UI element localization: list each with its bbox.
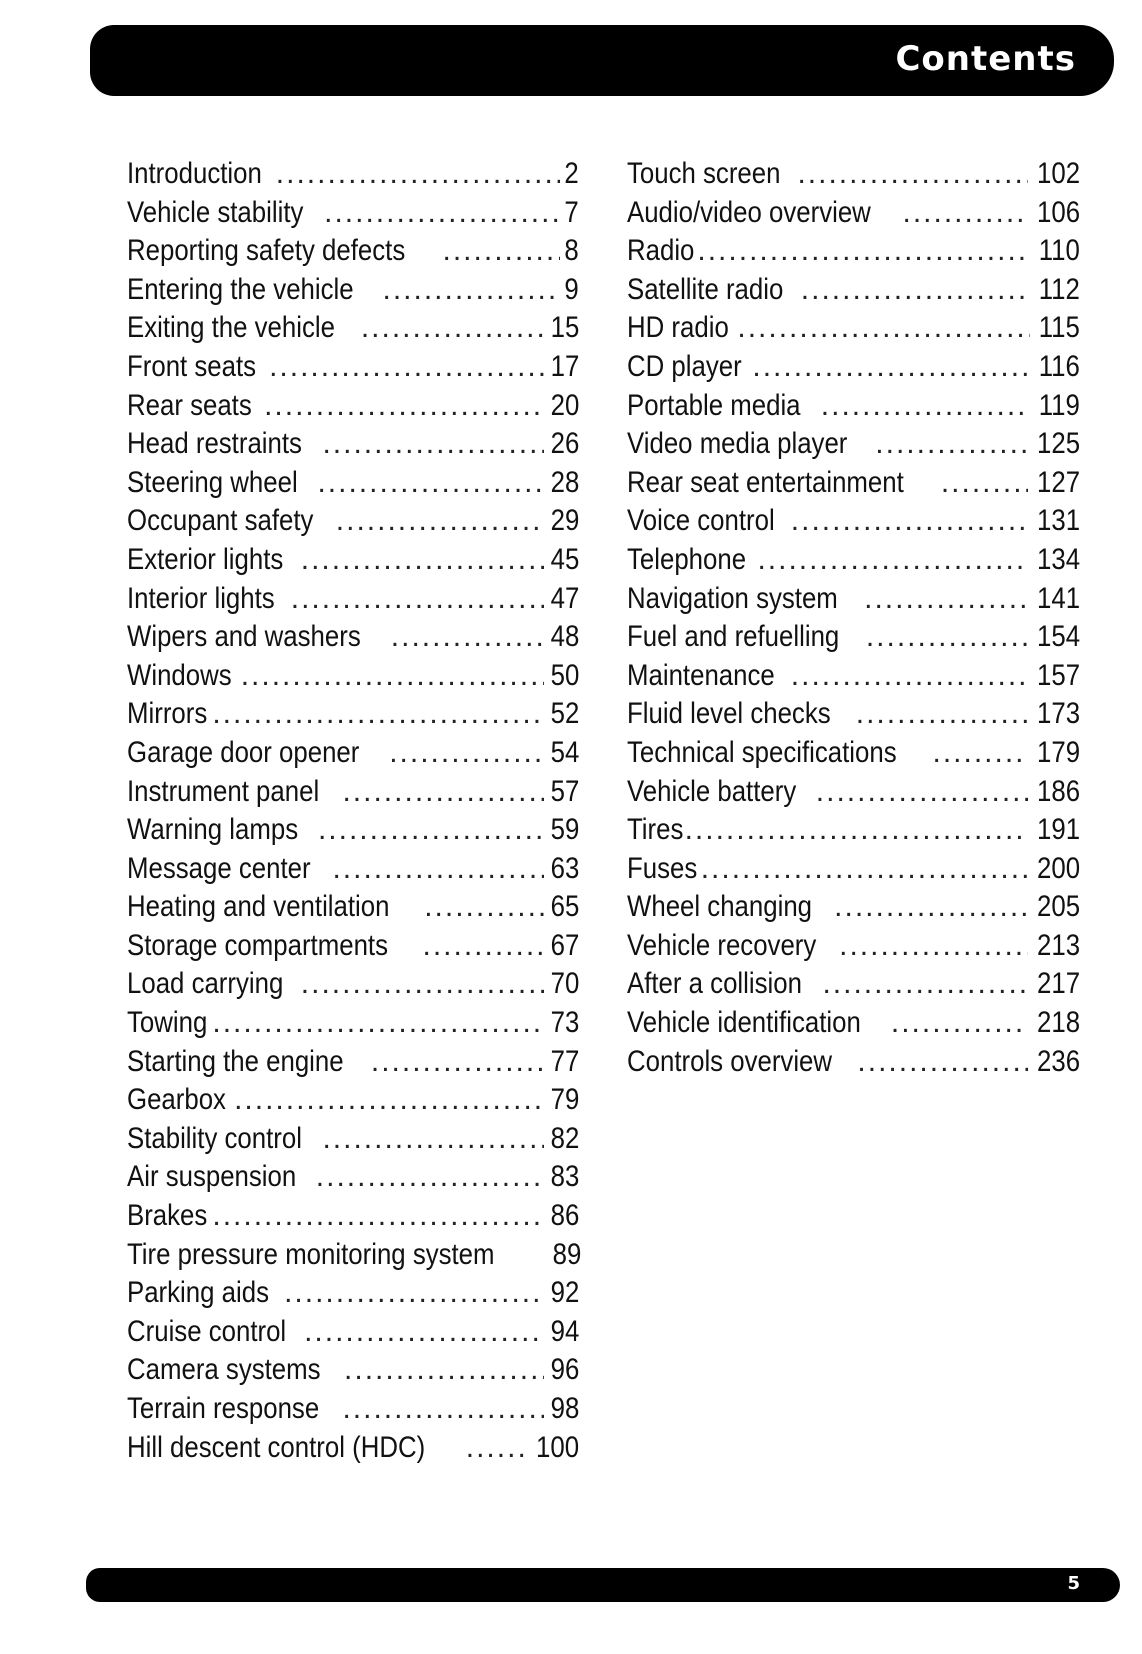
- toc-entry-title: Audio/video overview: [627, 195, 871, 229]
- toc-entry-title: Rear seat entertainment: [627, 465, 904, 499]
- toc-entry-page: 17: [550, 349, 579, 383]
- toc-dot-leader: [933, 736, 1028, 770]
- toc-entry-page: 26: [550, 427, 579, 461]
- page-title: Contents: [895, 39, 1076, 79]
- toc-dot-leader: [822, 967, 1028, 1001]
- toc-dot-leader: [324, 196, 560, 230]
- toc-entry[interactable]: [627, 466, 1080, 505]
- toc-entry-page: 115: [1038, 311, 1080, 345]
- toc-dot-leader: [344, 1353, 544, 1387]
- toc-entry-title: Instrument panel: [127, 774, 320, 808]
- toc-entry-title: Fuel and refuelling: [627, 620, 840, 654]
- toc-entry[interactable]: [627, 273, 1080, 312]
- toc-entry[interactable]: [127, 427, 579, 466]
- toc-entry-title: Vehicle stability: [127, 195, 304, 229]
- toc-entry-page: 79: [550, 1083, 579, 1117]
- toc-entry-title: After a collision: [627, 967, 802, 1001]
- toc-entry-title: Load carrying: [127, 967, 284, 1001]
- toc-entry-title: Video media player: [627, 427, 848, 461]
- toc-entry-title: Camera systems: [127, 1353, 321, 1387]
- toc-entry-title: Fuses: [627, 851, 698, 885]
- toc-entry-page: 106: [1036, 195, 1080, 229]
- toc-entry-title: Message center: [127, 851, 311, 885]
- toc-entry-title: Vehicle identification: [627, 1006, 861, 1040]
- toc-entry-page: 15: [550, 311, 579, 345]
- toc-dot-leader: [685, 813, 1028, 847]
- toc-entry-title: Terrain response: [127, 1392, 320, 1425]
- toc-entry-title: Navigation system: [627, 581, 838, 615]
- toc-entry-page: 65: [550, 890, 579, 924]
- toc-entry[interactable]: [127, 1160, 579, 1199]
- toc-entry[interactable]: [127, 929, 579, 968]
- toc-dot-leader: [212, 697, 543, 731]
- toc-entry-title: Interior lights: [127, 581, 275, 615]
- toc-entry[interactable]: [127, 1431, 579, 1470]
- toc-dot-leader: [866, 620, 1028, 654]
- toc-dot-leader: [212, 1006, 543, 1040]
- toc-entry-page: 236: [1036, 1044, 1080, 1078]
- toc-entry-title: Brakes: [127, 1199, 208, 1233]
- toc-entry-title: Maintenance: [627, 658, 775, 692]
- toc-entry[interactable]: [627, 852, 1080, 891]
- toc-entry-page: 96: [550, 1353, 579, 1387]
- toc-dot-leader: [791, 659, 1028, 693]
- toc-dot-leader: [422, 929, 543, 963]
- toc-entry-title: Heating and ventilation: [127, 890, 390, 924]
- toc-entry-title: Portable media: [627, 388, 801, 422]
- toc-dot-leader: [304, 1315, 544, 1349]
- toc-entry-title: Voice control: [627, 504, 775, 538]
- toc-entry-page: 173: [1036, 697, 1080, 731]
- toc-dot-leader: [301, 543, 544, 577]
- toc-dot-leader: [342, 775, 543, 809]
- toc-column-left: [127, 157, 582, 1469]
- toc-entry-page: 94: [550, 1314, 579, 1348]
- toc-dot-leader: [361, 311, 544, 345]
- toc-entry[interactable]: [127, 620, 579, 659]
- toc-entry[interactable]: [627, 157, 1080, 196]
- toc-entry-title: Mirrors: [127, 697, 208, 731]
- toc-entry-page: 67: [550, 928, 579, 962]
- toc-dot-leader: [737, 311, 1030, 345]
- toc-entry[interactable]: [127, 890, 579, 929]
- toc-entry-page: 9: [564, 272, 579, 306]
- toc-entry[interactable]: [627, 659, 1080, 698]
- toc-dot-leader: [752, 350, 1030, 384]
- header-bar: [90, 25, 1114, 96]
- toc-entry-page: 141: [1036, 581, 1080, 615]
- toc-entry[interactable]: [627, 504, 1080, 543]
- toc-entry-title: Head restraints: [127, 427, 302, 461]
- toc-entry[interactable]: [127, 582, 579, 621]
- toc-dot-leader: [821, 389, 1030, 423]
- toc-dot-leader: [856, 697, 1028, 731]
- toc-entry-page: 200: [1036, 851, 1080, 885]
- toc-entry[interactable]: [627, 620, 1080, 659]
- toc-entry[interactable]: [627, 427, 1080, 466]
- toc-entry-page: 217: [1036, 967, 1080, 1001]
- toc-entry-title: Warning lamps: [127, 813, 299, 847]
- toc-entry[interactable]: [627, 1045, 1080, 1084]
- toc-entry-title: Introduction: [127, 157, 262, 190]
- toc-entry-title: Entering the vehicle: [127, 272, 354, 306]
- toc-entry[interactable]: [127, 1392, 579, 1431]
- toc-entry[interactable]: [127, 775, 579, 814]
- toc-dot-leader: [371, 1045, 544, 1079]
- toc-entry-page: 28: [550, 465, 579, 499]
- toc-entry[interactable]: [127, 389, 579, 428]
- toc-entry[interactable]: [627, 736, 1080, 775]
- toc-entry[interactable]: [627, 775, 1080, 814]
- toc-entry-page: 77: [550, 1044, 579, 1078]
- toc-entry-title: Storage compartments: [127, 928, 388, 962]
- toc-entry[interactable]: [627, 196, 1080, 235]
- toc-entry[interactable]: [127, 1353, 579, 1392]
- toc-entry[interactable]: [127, 1237, 582, 1277]
- toc-dot-leader: [342, 1392, 543, 1426]
- toc-entry[interactable]: [127, 350, 579, 389]
- toc-entry[interactable]: [127, 852, 579, 891]
- toc-entry-page: 131: [1036, 504, 1080, 538]
- toc-entry-title: CD player: [627, 349, 742, 383]
- toc-entry-title: Exterior lights: [127, 542, 284, 576]
- toc-dot-leader: [701, 852, 1028, 886]
- toc-dot-leader: [391, 620, 544, 654]
- toc-dot-leader: [864, 582, 1028, 616]
- toc-entry-title: Controls overview: [627, 1044, 833, 1078]
- toc-entry[interactable]: [127, 1122, 579, 1161]
- toc-entry-title: Tires: [627, 813, 684, 847]
- toc-dot-leader: [891, 1006, 1028, 1040]
- toc-entry[interactable]: [627, 890, 1080, 929]
- toc-entry[interactable]: [627, 234, 1080, 273]
- toc-entry-title: Tire pressure monitoring system: [127, 1237, 495, 1271]
- toc-entry-page: 48: [550, 620, 579, 654]
- toc-entry-page: 57: [550, 774, 579, 808]
- toc-dot-leader: [857, 1045, 1028, 1079]
- toc-entry-page: 47: [550, 581, 579, 615]
- toc-entry-title: Stability control: [127, 1121, 302, 1155]
- toc-entry[interactable]: [627, 929, 1080, 968]
- toc-entry-page: 59: [550, 813, 579, 847]
- toc-entry-page: 8: [564, 234, 579, 268]
- toc-entry[interactable]: [127, 1199, 579, 1238]
- toc-dot-leader: [276, 157, 561, 191]
- toc-entry[interactable]: [127, 736, 579, 775]
- toc-entry-title: Rear seats: [127, 388, 252, 422]
- toc-entry[interactable]: [127, 967, 579, 1006]
- toc-entry-page: 116: [1038, 349, 1080, 383]
- toc-entry[interactable]: [627, 389, 1080, 428]
- toc-entry-title: Wheel changing: [627, 890, 813, 924]
- toc-dot-leader: [443, 234, 561, 268]
- toc-entry-page: 29: [550, 504, 579, 538]
- toc-entry-page: 82: [550, 1121, 579, 1155]
- toc-dot-leader: [834, 890, 1028, 924]
- toc-dot-leader: [816, 775, 1028, 809]
- toc-entry-page: 205: [1036, 890, 1080, 924]
- toc-dot-leader: [322, 1122, 543, 1156]
- toc-entry[interactable]: [627, 543, 1080, 582]
- toc-entry-title: Vehicle battery: [627, 774, 797, 808]
- toc-entry-title: Towing: [127, 1006, 208, 1040]
- toc-dot-leader: [757, 543, 1027, 577]
- toc-dot-leader: [284, 1276, 544, 1310]
- toc-entry[interactable]: [627, 350, 1080, 389]
- toc-entry-page: 50: [550, 658, 579, 692]
- toc-entry[interactable]: [127, 157, 579, 196]
- toc-entry-page: 191: [1036, 813, 1080, 847]
- toc-entry-title: Garage door opener: [127, 735, 360, 769]
- toc-entry-title: Air suspension: [127, 1160, 297, 1194]
- toc-entry-title: Cruise control: [127, 1314, 287, 1348]
- toc-dot-leader: [316, 1160, 544, 1194]
- toc-entry-page: 127: [1036, 465, 1080, 499]
- toc-entry[interactable]: [627, 1006, 1080, 1045]
- toc-entry-title: Windows: [127, 658, 232, 692]
- page-number: 5: [1067, 1573, 1080, 1594]
- toc-entry-title: Technical specifications: [627, 735, 897, 769]
- toc-entry-title: Gearbox: [127, 1083, 226, 1117]
- footer-bar: [86, 1568, 1120, 1602]
- toc-entry[interactable]: [627, 697, 1080, 736]
- toc-dot-leader: [234, 1083, 544, 1117]
- toc-entry[interactable]: [127, 273, 579, 312]
- toc-entry-title: HD radio: [627, 311, 729, 345]
- toc-entry-page: 213: [1036, 928, 1080, 962]
- toc-entry-title: Telephone: [627, 542, 747, 576]
- toc-entry-page: 2: [564, 157, 579, 190]
- toc-entry[interactable]: [627, 967, 1080, 1006]
- toc-entry-title: Reporting safety defects: [127, 234, 406, 268]
- toc-entry-page: 102: [1036, 157, 1080, 190]
- toc-entry-page: 20: [550, 388, 579, 422]
- toc-entry-title: Satellite radio: [627, 272, 784, 306]
- toc-dot-leader: [322, 427, 543, 461]
- toc-entry-title: Touch screen: [627, 157, 781, 190]
- toc-entry[interactable]: [127, 504, 579, 543]
- toc-dot-leader: [318, 813, 544, 847]
- toc-entry-page: 112: [1038, 272, 1080, 306]
- toc-dot-leader: [301, 967, 544, 1001]
- toc-entry[interactable]: [127, 234, 579, 273]
- toc-entry-page: 70: [550, 967, 579, 1001]
- toc-entry-page: 98: [550, 1392, 579, 1425]
- toc-entry-title: Front seats: [127, 349, 257, 383]
- toc-dot-leader: [383, 273, 561, 307]
- toc-entry-title: Vehicle recovery: [627, 928, 817, 962]
- toc-entry[interactable]: [127, 466, 579, 505]
- toc-entry[interactable]: [627, 582, 1080, 621]
- toc-entry-page: 134: [1036, 542, 1080, 576]
- toc-dot-leader: [797, 157, 1028, 191]
- toc-entry[interactable]: [127, 659, 579, 698]
- toc-entry-title: Wipers and washers: [127, 620, 361, 654]
- toc-entry-title: Hill descent control (HDC): [127, 1430, 426, 1464]
- toc-entry[interactable]: [127, 196, 579, 235]
- toc-entry-title: Starting the engine: [127, 1044, 344, 1078]
- toc-entry[interactable]: [127, 813, 579, 852]
- toc-entry-title: Exiting the vehicle: [127, 311, 335, 345]
- toc-dot-leader: [332, 852, 543, 886]
- toc-entry-page: 186: [1036, 774, 1080, 808]
- toc-entry-page: 100: [535, 1430, 579, 1464]
- toc-entry-page: 125: [1036, 427, 1080, 461]
- toc-entry[interactable]: [127, 1083, 579, 1122]
- toc-entry-page: 7: [564, 195, 579, 229]
- toc-dot-leader: [801, 273, 1030, 307]
- toc-entry-page: 157: [1036, 658, 1080, 692]
- toc-entry[interactable]: [127, 543, 579, 582]
- toc-dot-leader: [389, 736, 543, 770]
- toc-dot-leader: [212, 1199, 543, 1233]
- toc-entry-title: Fluid level checks: [627, 697, 831, 731]
- toc-dot-leader: [903, 196, 1028, 230]
- toc-entry[interactable]: [127, 1006, 579, 1045]
- toc-dot-leader: [241, 659, 544, 693]
- toc-dot-leader: [839, 929, 1028, 963]
- toc-entry-page: 119: [1038, 388, 1080, 422]
- toc-dot-leader: [791, 504, 1028, 538]
- toc-entry-page: 89: [553, 1237, 582, 1271]
- toc-entry-page: 73: [550, 1006, 579, 1040]
- toc-dot-leader: [317, 466, 543, 500]
- toc-entry-page: 83: [550, 1160, 579, 1194]
- toc-dot-leader: [941, 466, 1028, 500]
- toc-entry-title: Parking aids: [127, 1276, 269, 1310]
- toc-dot-leader: [291, 582, 544, 616]
- toc-column-right: [627, 157, 1080, 1083]
- toc-entry-page: 154: [1036, 620, 1080, 654]
- toc-entry-page: 110: [1038, 234, 1080, 268]
- toc-entry[interactable]: [627, 311, 1080, 350]
- toc-dot-leader: [466, 1431, 527, 1465]
- toc-entry-page: 92: [550, 1276, 579, 1310]
- toc-entry[interactable]: [127, 697, 579, 736]
- toc-entry-page: 179: [1036, 735, 1080, 769]
- toc-entry-title: Occupant safety: [127, 504, 314, 538]
- toc-dot-leader: [875, 427, 1028, 461]
- toc-entry-page: 218: [1036, 1006, 1080, 1040]
- toc-entry[interactable]: [627, 813, 1080, 852]
- toc-dot-leader: [269, 350, 544, 384]
- toc-dot-leader: [697, 234, 1030, 268]
- toc-entry-title: Steering wheel: [127, 465, 298, 499]
- toc-entry-page: 54: [550, 735, 579, 769]
- toc-entry[interactable]: [127, 1045, 579, 1084]
- toc-entry-page: 52: [550, 697, 579, 731]
- toc-dot-leader: [264, 389, 544, 423]
- toc-dot-leader: [424, 890, 543, 924]
- toc-entry-page: 45: [550, 542, 579, 576]
- toc-entry[interactable]: [127, 1276, 579, 1315]
- toc-entry-title: Radio: [627, 234, 695, 268]
- toc-entry[interactable]: [127, 311, 579, 350]
- toc-dot-leader: [336, 504, 544, 538]
- toc-entry-page: 86: [550, 1199, 579, 1233]
- toc-entry[interactable]: [127, 1315, 579, 1354]
- toc-entry-page: 63: [550, 851, 579, 885]
